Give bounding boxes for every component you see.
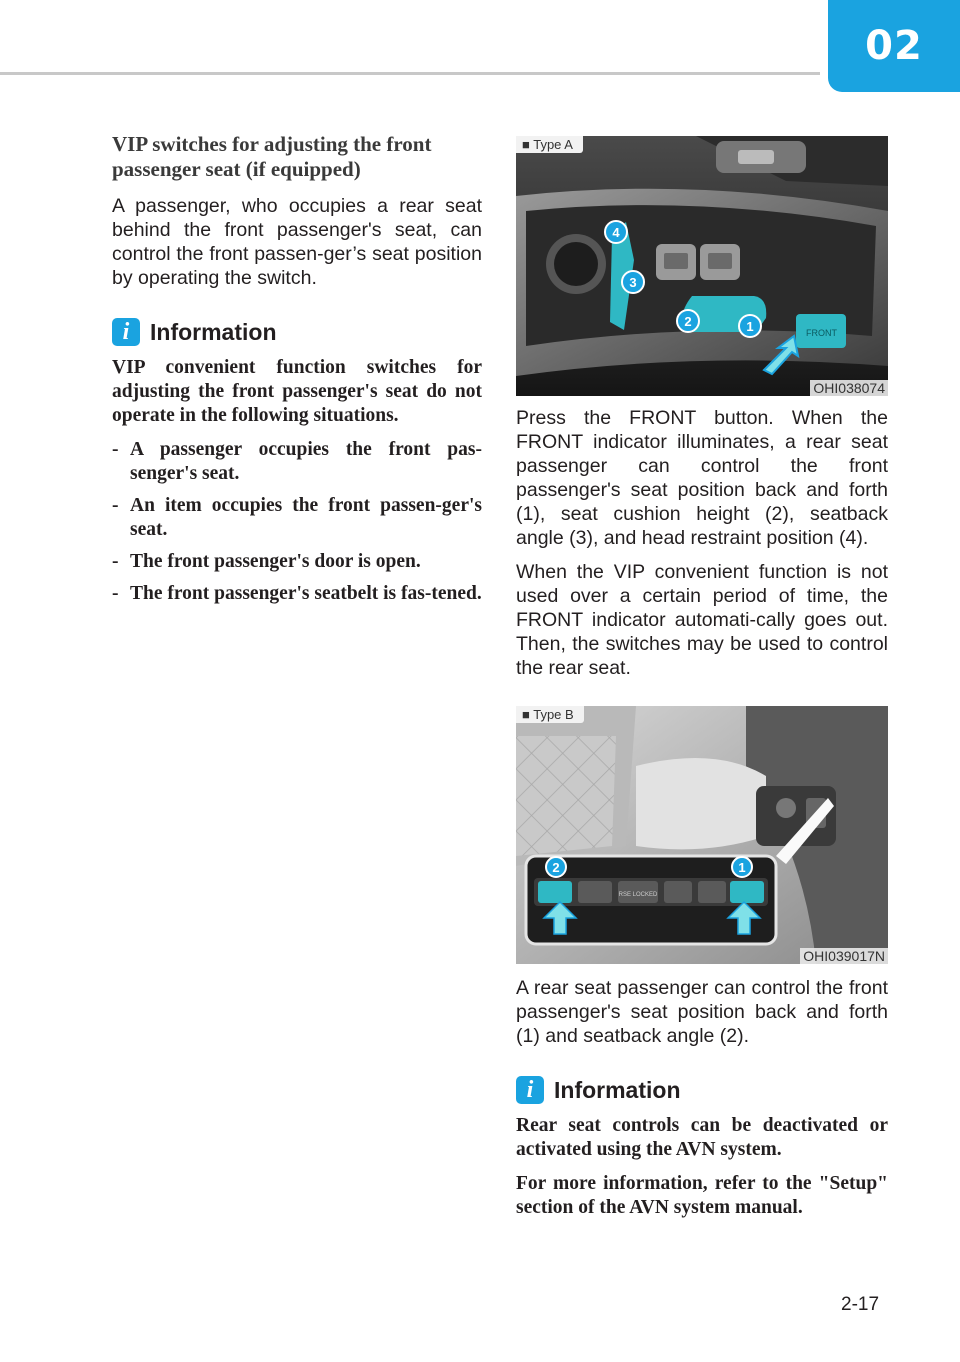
- info-header: [112, 318, 482, 346]
- svg-text:RSE LOCKED: RSE LOCKED: [618, 892, 658, 898]
- callout-2: [677, 310, 699, 332]
- svg-text:2: 2: [552, 860, 560, 875]
- svg-text:FRONT: FRONT: [806, 328, 837, 338]
- info-avn-reference: For more information, refer to the "Setup" section of the AVN system manual.: [516, 1173, 888, 1218]
- figure-type-a: [516, 136, 888, 396]
- page-number: 2-17: [841, 1294, 880, 1315]
- seatback-angle-switch: [538, 881, 572, 903]
- info-title: Information: [554, 1076, 681, 1103]
- callout-4: [605, 221, 627, 243]
- figure-b-code: OHI039017N: [800, 948, 888, 964]
- svg-text:3: 3: [629, 275, 637, 290]
- callout-3: [622, 271, 644, 293]
- type-b-label: ■ Type B: [516, 706, 584, 723]
- intro-paragraph: A passenger, who occupies a rear seat behind the front passenger's seat, can control the front passen-ger’s seat position by operating the switch.: [112, 195, 482, 289]
- svg-text:4: 4: [612, 225, 620, 240]
- figure-type-b: [516, 706, 888, 964]
- left-column: [112, 132, 482, 614]
- callout-1: [739, 315, 761, 337]
- svg-text:1: 1: [746, 319, 754, 334]
- seat-switch-panel-illustration: [516, 136, 888, 396]
- callout-2: [546, 857, 566, 877]
- callout-1: [732, 857, 752, 877]
- list-item: - The front passenger's door is open.: [112, 551, 421, 572]
- info-icon: i: [516, 1076, 544, 1104]
- list-item: - A passenger occupies the front pas-senger's seat.: [112, 439, 482, 484]
- right-column: [516, 136, 888, 1230]
- chapter-tab: 02: [828, 0, 960, 92]
- section-heading: VIP switches for adjusting the front passenger seat (if equipped): [112, 132, 432, 181]
- info-header-2: [516, 1076, 888, 1104]
- info-title: Information: [150, 318, 277, 345]
- info-icon: i: [112, 318, 140, 346]
- armrest: [636, 758, 766, 849]
- info-avn-text: Rear seat controls can be deactivated or activated using the AVN system.: [516, 1115, 888, 1160]
- condition-list: [112, 438, 482, 606]
- armrest-switch-illustration: [516, 706, 888, 964]
- svg-text:2: 2: [684, 314, 692, 329]
- list-item: - An item occupies the front passen-ger's seat.: [112, 495, 482, 540]
- figure-a-code: OHI038074: [810, 380, 888, 396]
- paragraph-front-button: Press the FRONT button. When the FRONT indicator illuminates, a rear seat passenger can control the front passenger's seat position back and forth (1), seat cushion height (2), seatback angle (3), and head restraint position (4).: [516, 407, 888, 549]
- paragraph-type-b: A rear seat passenger can control the front passenger's seat position back and forth (1) and seatback angle (2).: [516, 977, 888, 1047]
- header-rule: [0, 72, 820, 75]
- seat-position-switch: [730, 881, 764, 903]
- list-item: - The front passenger's seatbelt is fas-tened.: [112, 583, 482, 604]
- type-a-label: ■ Type A: [516, 136, 583, 153]
- paragraph-indicator-timeout: When the VIP convenient function is not used over a certain period of time, the FRONT indicator automati-cally goes out. Then, the switches may be used to control the rear seat.: [516, 561, 888, 679]
- svg-text:1: 1: [738, 860, 746, 875]
- info-text: VIP convenient function switches for adjusting the front passenger's seat do not operate in the following situations.: [112, 357, 482, 426]
